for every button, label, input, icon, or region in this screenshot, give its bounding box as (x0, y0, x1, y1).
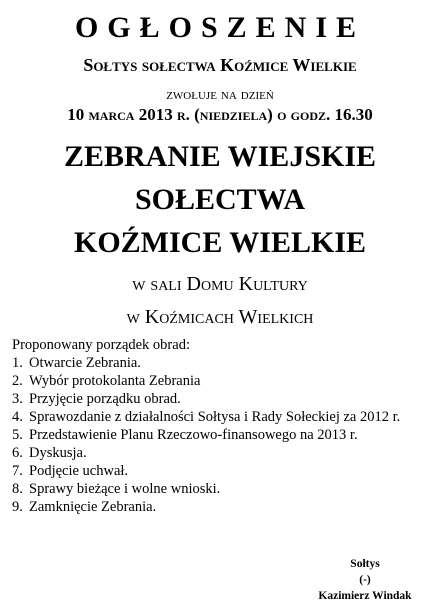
agenda-item-text: Sprawy bieżące i wolne wnioski. (29, 481, 221, 497)
agenda-item (12, 480, 400, 498)
heading-line-1: ZEBRANIE WIEJSKIE (63, 140, 377, 173)
location-line-2: w Koźmicach Wielkich (126, 306, 314, 328)
agenda-item-text: Wybór protokolanta Zebrania (29, 373, 201, 389)
agenda-item (12, 426, 400, 444)
heading-line-2: SOŁECTWA (134, 183, 306, 216)
agenda-item-text: Przedstawienie Planu Rzeczowo-finansowego na 2013 r. (29, 427, 358, 443)
agenda-item-text: Zamknięcie Zebrania. (29, 499, 157, 515)
agenda-item (12, 354, 400, 372)
agenda-item-number: 5. (12, 427, 23, 443)
agenda-section (12, 336, 400, 516)
agenda-item-number: 9. (12, 499, 23, 515)
agenda-item (12, 408, 400, 426)
signature-role: Sołtys (350, 558, 380, 570)
convenes-line: zwołuje na dzień (166, 86, 274, 103)
agenda-item-number: 3. (12, 391, 23, 407)
signature-mark: (-) (359, 574, 371, 586)
agenda-item (12, 444, 400, 462)
agenda-item-text: Przyjęcie porządku obrad. (29, 391, 181, 407)
agenda-intro: Proponowany porządek obrad: (12, 337, 190, 353)
agenda-item-number: 2. (12, 373, 23, 389)
issuer-line: Sołtys sołectwa Koźmice Wielkie (83, 55, 357, 75)
agenda-item (12, 390, 400, 408)
agenda-item-text: Dyskusja. (29, 445, 87, 461)
agenda-item-number: 4. (12, 409, 23, 425)
agenda-item (12, 498, 400, 516)
agenda-item-number: 7. (12, 463, 23, 479)
agenda-list (12, 354, 400, 516)
page-title: OGŁOSZENIE (74, 11, 366, 44)
agenda-item-number: 6. (12, 445, 23, 461)
agenda-item-number: 8. (12, 481, 23, 497)
date-line: 10 marca 2013 r. (niedziela) o godz. 16.30 (67, 105, 373, 124)
agenda-item-text: Sprawozdanie z działalności Sołtysa i Rady Sołeckiej za 2012 r. (29, 409, 401, 425)
location-line-1: w sali Domu Kultury (132, 273, 308, 295)
agenda-item-text: Podjęcie uchwał. (29, 463, 129, 479)
agenda-item-number: 1. (12, 355, 23, 371)
agenda-item-text: Otwarcie Zebrania. (29, 355, 141, 371)
agenda-item (12, 372, 400, 390)
agenda-item (12, 462, 400, 480)
signature-name: Kazimierz Windak (318, 590, 412, 602)
heading-line-3: KOŹMICE WIELKIE (73, 226, 367, 259)
signature-block (290, 556, 440, 604)
